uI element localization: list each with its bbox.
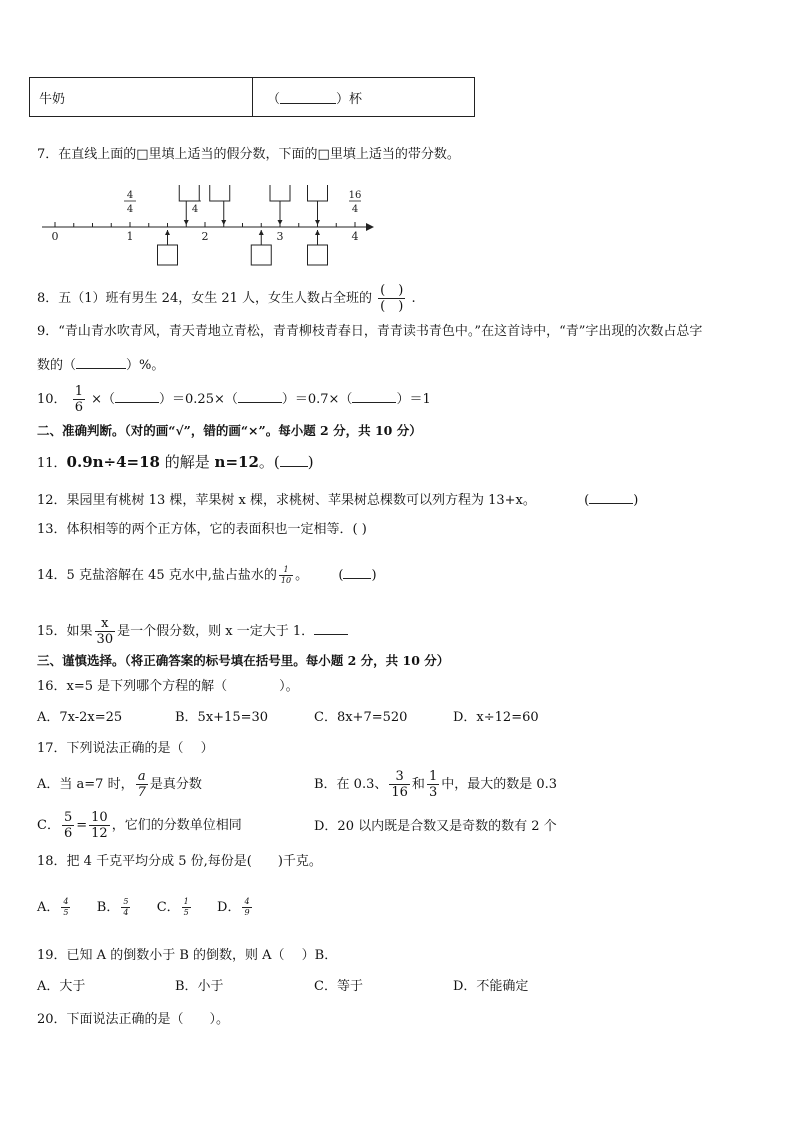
question-11: 11．0.9n÷4=18 的解是 n=12。( ) (37, 453, 314, 471)
q18-option-d[interactable]: D． $\frac{4}{9}$ (217, 897, 250, 917)
pointer-arrow (278, 220, 283, 225)
q16-option-b[interactable]: B．5x+15=30 (175, 710, 269, 725)
answer-blank[interactable] (343, 565, 371, 579)
question-13: 13．体积相等的两个正方体，它的表面积也一定相等．( ) (37, 522, 367, 537)
answer-box-bottom (251, 245, 271, 265)
answer-blank[interactable] (280, 90, 336, 104)
answer-blank[interactable] (115, 389, 159, 403)
answer-blank[interactable] (589, 490, 633, 504)
fraction-numerator: 4 (126, 190, 134, 201)
answer-box-top (179, 185, 199, 201)
number-line (40, 185, 380, 275)
fraction-numerator: 16 (348, 190, 362, 201)
pointer-arrow (221, 220, 226, 225)
section-3-heading: 三、谨慎选择。（将正确答案的标号填在括号里。每小题 2 分，共 10 分） (37, 653, 450, 668)
fraction-one-sixth: $\frac{1}{6}$ (74, 384, 83, 415)
q17-option-c[interactable]: C． $\frac{5}{6}$ = $\frac{10}{12}$ ，它们的分数单位相同 (37, 810, 242, 841)
q17-option-b[interactable]: B．在 0.3、 $\frac{3}{16}$ 和 $\frac{1}{3}$ 中，最大的数是 0.3 (314, 769, 558, 800)
fraction-one-tenth: $\frac{1}{10}$ (280, 565, 292, 585)
pointer-arrow (184, 220, 189, 225)
tick-label: 0 (51, 230, 59, 243)
q19-option-b[interactable]: B．小于 (175, 979, 224, 994)
question-20: 20．下面说法正确的是（ ）。 (37, 1012, 230, 1027)
q17-option-a[interactable]: A．当 a=7 时， $\frac{a}{7}$ 是真分数 (37, 769, 202, 800)
fraction-denominator: 4 (351, 204, 359, 215)
fraction-denominator: 4 (126, 204, 134, 215)
question-9-line1: 9．“青山青水吹青风，青天青地立青松，青青柳枝青春日，青青读书青色中。”在这首诗中，“青”字出现的次数占总字 (37, 324, 703, 339)
answer-box-bottom (308, 245, 328, 265)
q19-option-c[interactable]: C．等于 (314, 979, 363, 994)
question-7: 7．在直线上面的□里填上适当的假分数，下面的□里填上适当的带分数。 (37, 147, 460, 162)
q19-option-a[interactable]: A．大于 (37, 979, 86, 994)
section-2-heading: 二、准确判断。（对的画“√”，错的画“×”。每小题 2 分，共 10 分） (37, 423, 422, 438)
tick-label: 1 (126, 230, 134, 243)
q16-option-d[interactable]: D．x÷12=60 (453, 710, 539, 725)
answer-blank[interactable] (238, 389, 282, 403)
tick-label: 2 (201, 230, 209, 243)
q18-option-b[interactable]: B． $\frac{5}{4}$ (96, 897, 129, 917)
table-cell-item: 牛奶 (30, 78, 253, 116)
answer-fraction[interactable]: $\frac{( )}{( )}$ (380, 283, 404, 314)
question-15: 15．如果 $\frac{x}{30}$ 是一个假分数，则 x 一定大于 1． (37, 617, 348, 646)
answer-blank[interactable] (314, 621, 348, 635)
q16-option-c[interactable]: C．8x+7=520 (314, 710, 408, 725)
answer-box-top (270, 185, 290, 201)
q18-options (37, 898, 254, 917)
answer-blank[interactable] (352, 389, 396, 403)
question-17: 17．下列说法正确的是（ ） (37, 741, 214, 756)
pointer-arrow (315, 220, 320, 225)
q19-option-d[interactable]: D．不能确定 (453, 979, 529, 994)
question-12: 12．果园里有桃树 13 棵，苹果树 x 棵，求桃树、苹果树总棵数可以列方程为 13+x。 ( ) (37, 490, 638, 510)
fraction-denominator: 4 (191, 204, 199, 215)
answer-box-top (308, 185, 328, 201)
question-19: 19．已知 A 的倒数小于 B 的倒数，则 A（ ）B． (37, 948, 338, 963)
question-18: 18．把 4 千克平均分成 5 份,每份是( )千克。 (37, 854, 322, 869)
q16-option-a[interactable]: A．7x-2x=25 (37, 710, 123, 725)
q17-option-d[interactable]: D．20 以内既是合数又是奇数的数有 2 个 (314, 819, 557, 834)
question-10: 10． $\frac{1}{6}$ ×（ ）＝0.25×（ ）＝0.7×（ ）＝1 (37, 384, 431, 415)
number-line-arrow (366, 223, 374, 231)
tick-label: 3 (276, 230, 284, 243)
pointer-arrow (165, 230, 170, 235)
answer-box-bottom (158, 245, 178, 265)
answer-blank[interactable] (76, 355, 126, 369)
question-8: 8．五（1）班有男生 24，女生 21 人，女生人数占全班的 $\frac{( )}{( )}$ . (37, 283, 416, 314)
answer-table (29, 77, 475, 117)
question-16: 16．x=5 是下列哪个方程的解（ ）。 (37, 679, 299, 694)
q18-option-c[interactable]: C． $\frac{1}{5}$ (156, 897, 189, 917)
answer-blank[interactable] (280, 453, 308, 467)
question-9-line2: 数的（ ）%。 (37, 355, 164, 375)
pointer-arrow (259, 230, 264, 235)
table-cell-answer: （ ）杯 (267, 91, 363, 107)
question-14: 14．5 克盐溶解在 45 克水中,盐占盐水的 $\frac{1}{10}$ 。 ( ) (37, 565, 377, 585)
q18-option-a[interactable]: A． $\frac{4}{5}$ (37, 897, 69, 917)
fraction-x-over-30: $\frac{x}{30}$ (96, 616, 114, 647)
pointer-arrow (315, 230, 320, 235)
answer-box-top (210, 185, 230, 201)
tick-label: 4 (351, 230, 359, 243)
